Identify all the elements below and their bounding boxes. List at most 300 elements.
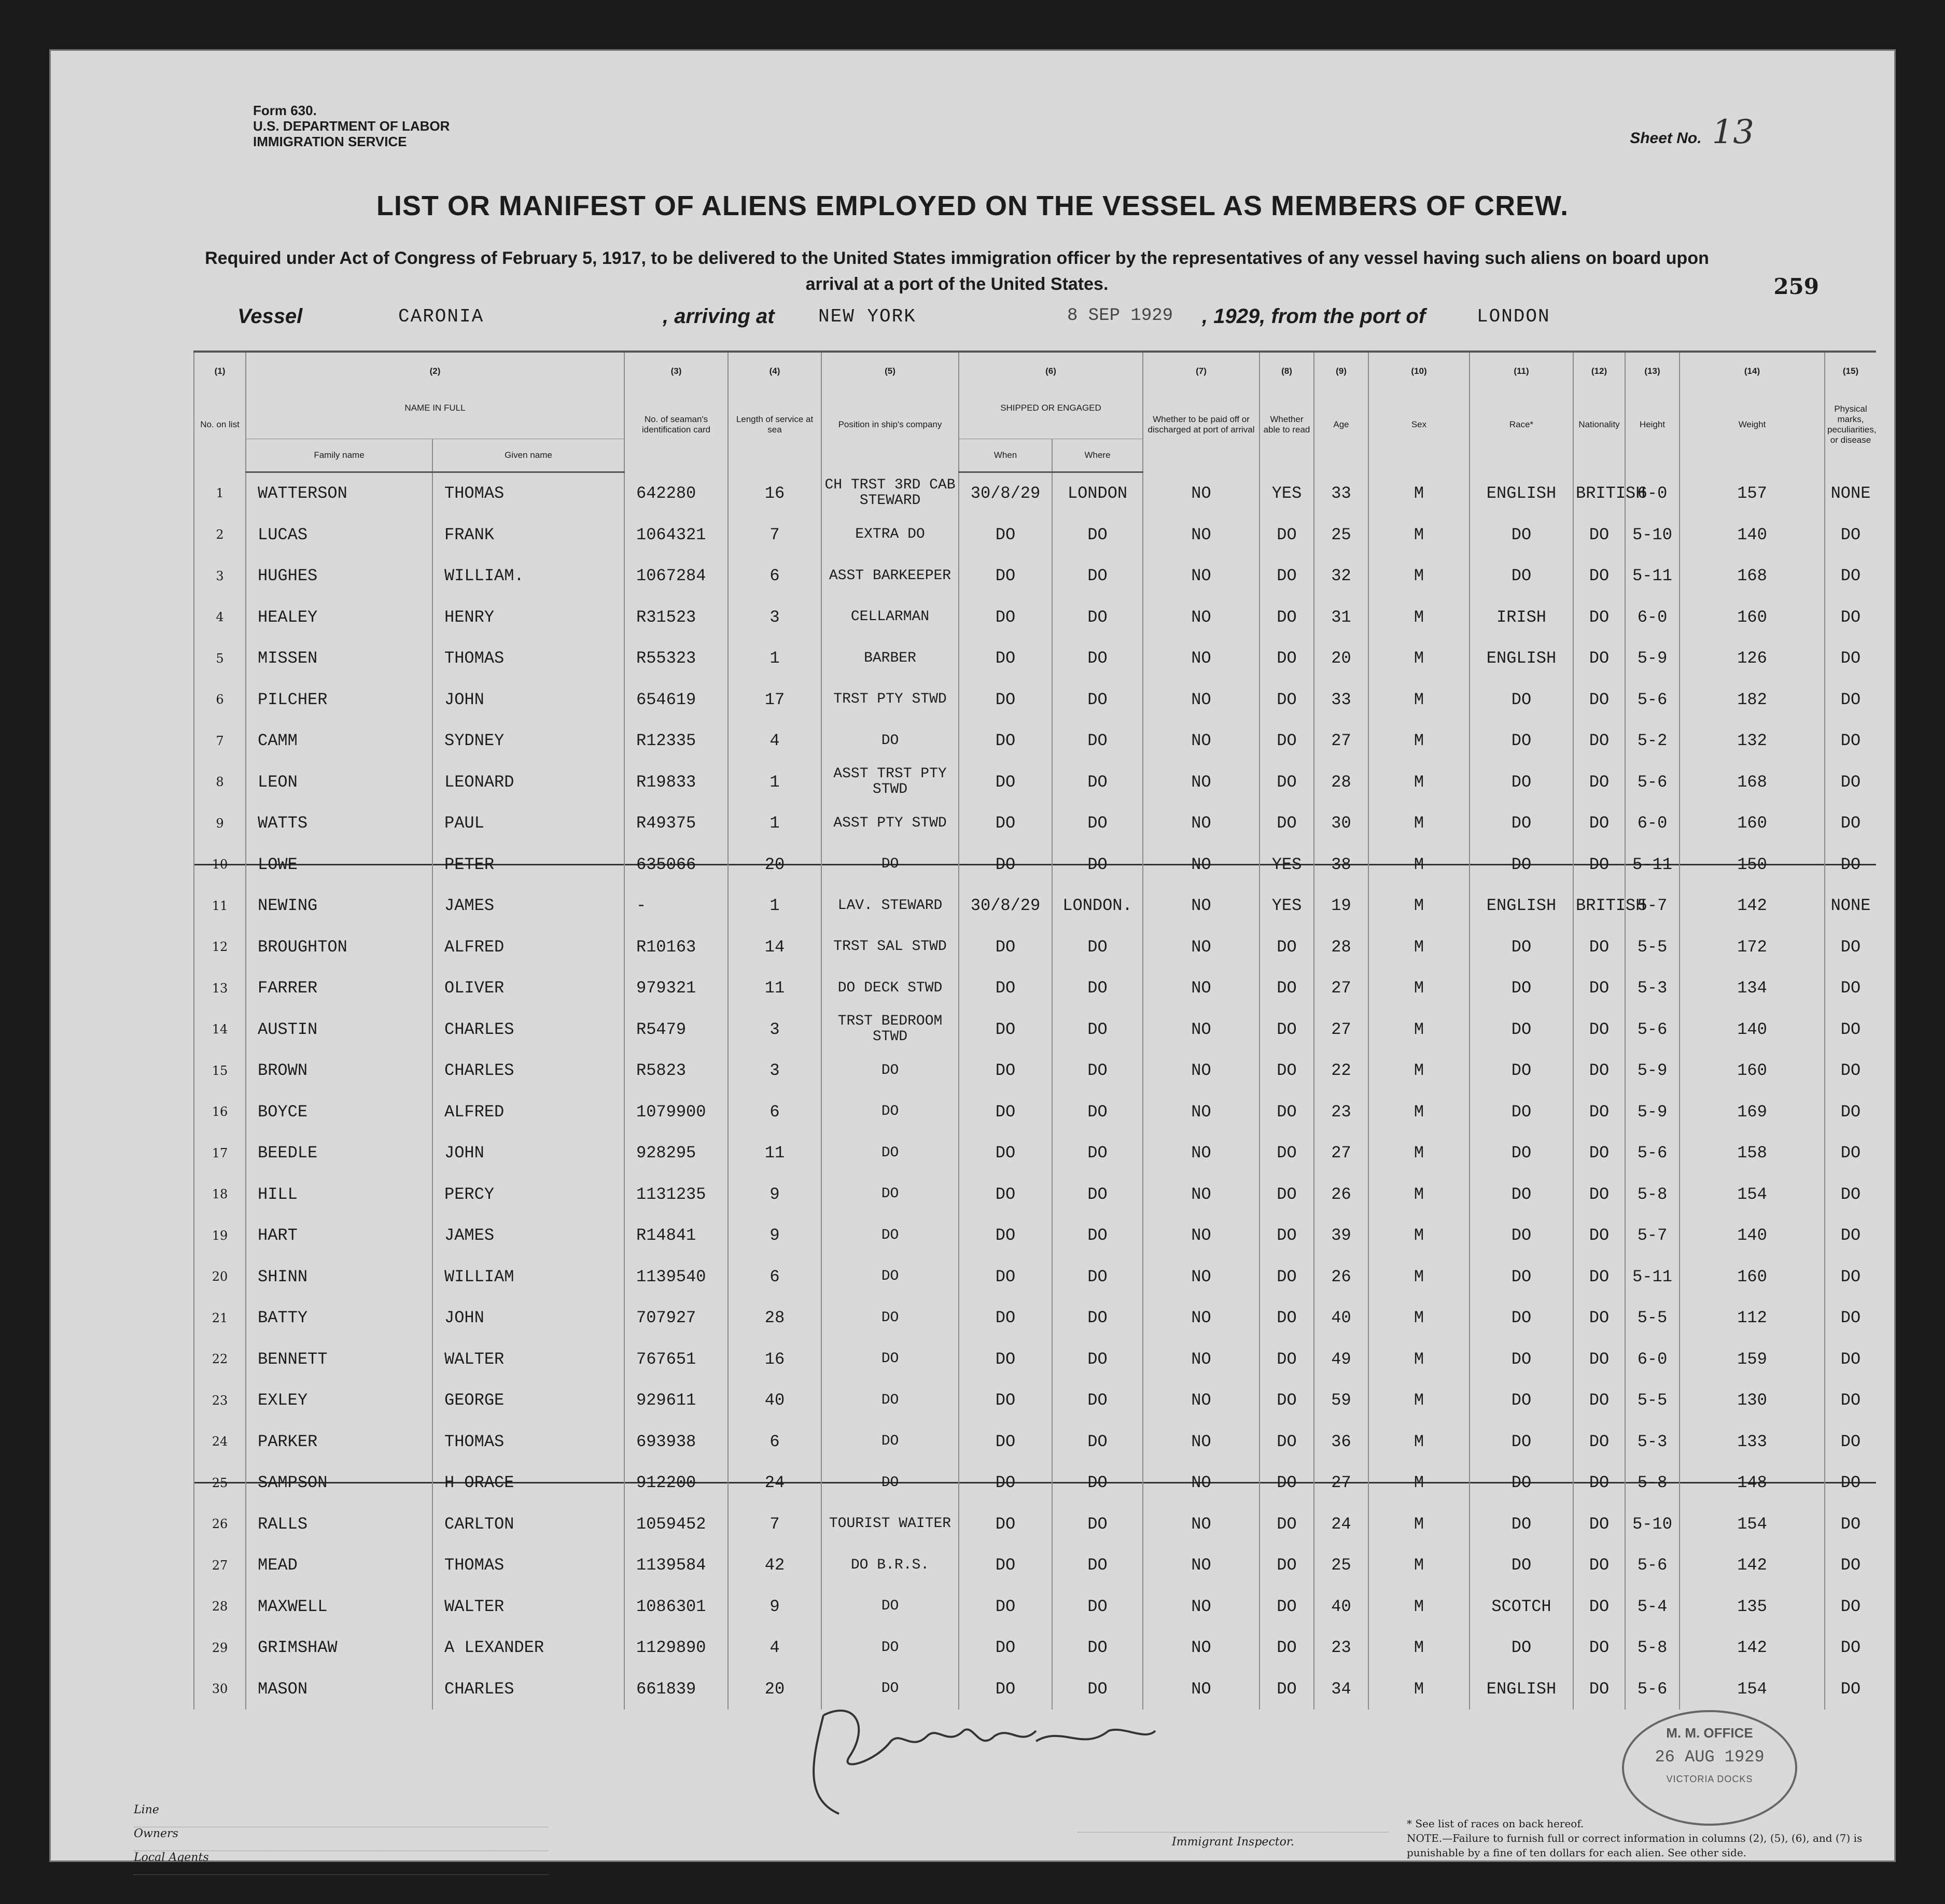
- position-cell: TOURIST WAITER: [821, 1504, 959, 1545]
- race-cell: DO: [1470, 1462, 1573, 1504]
- row-number-cell: 22: [194, 1339, 246, 1380]
- family-name-cell: HEALEY: [246, 597, 432, 638]
- id-card-cell: 767651: [624, 1339, 728, 1380]
- row-number-cell: 12: [194, 927, 246, 968]
- family-name-cell: HART: [246, 1215, 432, 1256]
- year-label: , 1929, from the port of: [1202, 305, 1426, 328]
- id-card-cell: R55323: [624, 638, 728, 679]
- given-name-cell: THOMAS: [432, 638, 624, 679]
- height-cell: 5-5: [1625, 1380, 1680, 1421]
- sex-cell: M: [1368, 1132, 1470, 1174]
- physical-marks-cell: DO: [1825, 968, 1876, 1009]
- row-number-cell: 3: [194, 555, 246, 597]
- given-name-cell: WALTER: [432, 1339, 624, 1380]
- race-cell: SCOTCH: [1470, 1586, 1573, 1628]
- shipped-where-cell: DO: [1052, 514, 1143, 556]
- family-name-cell: MISSEN: [246, 638, 432, 679]
- header-id-card: No. of seaman's identification card: [624, 377, 728, 472]
- service-years-cell: 6: [728, 1256, 821, 1298]
- table-row: [194, 927, 1876, 968]
- race-cell: DO: [1470, 1380, 1573, 1421]
- nationality-cell: DO: [1573, 1009, 1625, 1051]
- paid-off-cell: NO: [1143, 885, 1260, 927]
- table-row: [194, 1504, 1876, 1545]
- physical-marks-cell: DO: [1825, 1297, 1876, 1339]
- able-to-read-cell: DO: [1260, 597, 1314, 638]
- colnum: (7): [1143, 352, 1260, 377]
- shipped-when-cell: DO: [959, 1297, 1052, 1339]
- able-to-read-cell: DO: [1260, 1297, 1314, 1339]
- shipped-where-cell: DO: [1052, 1421, 1143, 1463]
- weight-cell: 172: [1680, 927, 1825, 968]
- age-cell: 38: [1314, 844, 1368, 886]
- nationality-cell: DO: [1573, 1091, 1625, 1133]
- given-name-cell: SYDNEY: [432, 720, 624, 762]
- footer-agents-label: Local Agents: [134, 1851, 209, 1864]
- able-to-read-cell: YES: [1260, 885, 1314, 927]
- age-cell: 23: [1314, 1627, 1368, 1669]
- position-cell: DO: [821, 1380, 959, 1421]
- nationality-cell: DO: [1573, 1627, 1625, 1669]
- service-years-cell: 3: [728, 1050, 821, 1091]
- paid-off-cell: NO: [1143, 1669, 1260, 1710]
- position-cell: DO: [821, 1132, 959, 1174]
- nationality-cell: DO: [1573, 762, 1625, 803]
- paid-off-cell: NO: [1143, 1256, 1260, 1298]
- weight-cell: 154: [1680, 1174, 1825, 1215]
- position-cell: DO: [821, 1091, 959, 1133]
- footer-note: [1407, 1816, 1879, 1860]
- race-cell: DO: [1470, 679, 1573, 721]
- service-years-cell: 1: [728, 762, 821, 803]
- shipped-when-cell: DO: [959, 1669, 1052, 1710]
- race-cell: DO: [1470, 803, 1573, 844]
- table-row: [194, 679, 1876, 721]
- header-family-name: Family name: [246, 439, 432, 472]
- shipped-when-cell: DO: [959, 1215, 1052, 1256]
- service-years-cell: 24: [728, 1462, 821, 1504]
- nationality-cell: DO: [1573, 514, 1625, 556]
- table-row: [194, 1462, 1876, 1504]
- age-cell: 36: [1314, 1421, 1368, 1463]
- header-when: When: [959, 439, 1052, 472]
- family-name-cell: WATTERSON: [246, 472, 432, 514]
- id-card-cell: 707927: [624, 1297, 728, 1339]
- sex-cell: M: [1368, 720, 1470, 762]
- shipped-when-cell: 30/8/29: [959, 472, 1052, 514]
- row-number-cell: 9: [194, 803, 246, 844]
- manifest-page: [49, 49, 1896, 1903]
- physical-marks-cell: DO: [1825, 1091, 1876, 1133]
- colnum: (10): [1368, 352, 1470, 377]
- position-cell: BARBER: [821, 638, 959, 679]
- shipped-when-cell: DO: [959, 1627, 1052, 1669]
- service-years-cell: 1: [728, 803, 821, 844]
- service-years-cell: 11: [728, 968, 821, 1009]
- position-cell: DO: [821, 1050, 959, 1091]
- physical-marks-cell: DO: [1825, 762, 1876, 803]
- id-card-cell: R5823: [624, 1050, 728, 1091]
- physical-marks-cell: DO: [1825, 1215, 1876, 1256]
- given-name-cell: FRANK: [432, 514, 624, 556]
- age-cell: 27: [1314, 968, 1368, 1009]
- paid-off-cell: NO: [1143, 720, 1260, 762]
- column-numbers-row: [194, 352, 1876, 377]
- colnum: (3): [624, 352, 728, 377]
- service-years-cell: 42: [728, 1545, 821, 1586]
- shipped-where-cell: DO: [1052, 1091, 1143, 1133]
- shipped-when-cell: DO: [959, 1174, 1052, 1215]
- position-cell: DO B.R.S.: [821, 1545, 959, 1586]
- race-cell: DO: [1470, 1297, 1573, 1339]
- height-cell: 5-10: [1625, 1504, 1680, 1545]
- column-header-row: [194, 377, 1876, 439]
- given-name-cell: WILLIAM.: [432, 555, 624, 597]
- row-number-cell: 24: [194, 1421, 246, 1463]
- race-cell: DO: [1470, 1174, 1573, 1215]
- age-cell: 32: [1314, 555, 1368, 597]
- nationality-cell: BRITISH: [1573, 885, 1625, 927]
- age-cell: 27: [1314, 1132, 1368, 1174]
- physical-marks-cell: DO: [1825, 844, 1876, 886]
- able-to-read-cell: DO: [1260, 1380, 1314, 1421]
- given-name-cell: PERCY: [432, 1174, 624, 1215]
- row-number-cell: 18: [194, 1174, 246, 1215]
- sex-cell: M: [1368, 1297, 1470, 1339]
- race-cell: DO: [1470, 720, 1573, 762]
- id-card-cell: 693938: [624, 1421, 728, 1463]
- id-card-cell: 929611: [624, 1380, 728, 1421]
- position-cell: CELLARMAN: [821, 597, 959, 638]
- header-position: Position in ship's company: [821, 377, 959, 472]
- id-card-cell: 912200: [624, 1462, 728, 1504]
- footer-line-label: Line: [134, 1803, 159, 1816]
- position-cell: DO: [821, 1215, 959, 1256]
- service-years-cell: 20: [728, 844, 821, 886]
- family-name-cell: HILL: [246, 1174, 432, 1215]
- physical-marks-cell: DO: [1825, 638, 1876, 679]
- nationality-cell: DO: [1573, 844, 1625, 886]
- paid-off-cell: NO: [1143, 1545, 1260, 1586]
- paid-off-cell: NO: [1143, 555, 1260, 597]
- service-years-cell: 9: [728, 1174, 821, 1215]
- able-to-read-cell: DO: [1260, 1462, 1314, 1504]
- id-card-cell: R49375: [624, 803, 728, 844]
- header-shipped: SHIPPED OR ENGAGED: [959, 377, 1143, 439]
- given-name-cell: OLIVER: [432, 968, 624, 1009]
- given-name-cell: ALFRED: [432, 1091, 624, 1133]
- paid-off-cell: NO: [1143, 844, 1260, 886]
- sex-cell: M: [1368, 1627, 1470, 1669]
- physical-marks-cell: NONE: [1825, 472, 1876, 514]
- able-to-read-cell: DO: [1260, 1545, 1314, 1586]
- height-cell: 5-8: [1625, 1462, 1680, 1504]
- arriving-label: , arriving at: [663, 305, 775, 328]
- race-cell: DO: [1470, 555, 1573, 597]
- able-to-read-cell: DO: [1260, 1339, 1314, 1380]
- shipped-where-cell: DO: [1052, 1174, 1143, 1215]
- physical-marks-cell: DO: [1825, 1380, 1876, 1421]
- colnum: (1): [194, 352, 246, 377]
- shipped-when-cell: DO: [959, 720, 1052, 762]
- shipped-where-cell: DO: [1052, 1256, 1143, 1298]
- age-cell: 27: [1314, 720, 1368, 762]
- table-row: [194, 638, 1876, 679]
- race-cell: DO: [1470, 514, 1573, 556]
- nationality-cell: DO: [1573, 638, 1625, 679]
- shipped-when-cell: DO: [959, 803, 1052, 844]
- paid-off-cell: NO: [1143, 1421, 1260, 1463]
- id-card-cell: 1079900: [624, 1091, 728, 1133]
- weight-cell: 160: [1680, 1050, 1825, 1091]
- given-name-cell: HENRY: [432, 597, 624, 638]
- arriving-port: NEW YORK: [818, 306, 916, 327]
- shipped-where-cell: DO: [1052, 638, 1143, 679]
- height-cell: 5-6: [1625, 1545, 1680, 1586]
- race-cell: DO: [1470, 1050, 1573, 1091]
- paid-off-cell: NO: [1143, 514, 1260, 556]
- able-to-read-cell: DO: [1260, 720, 1314, 762]
- height-cell: 5-6: [1625, 762, 1680, 803]
- age-cell: 22: [1314, 1050, 1368, 1091]
- page-number: 259: [1773, 274, 1819, 299]
- height-cell: 5-11: [1625, 844, 1680, 886]
- colnum: (8): [1260, 352, 1314, 377]
- position-cell: ASST TRST PTY STWD: [821, 762, 959, 803]
- physical-marks-cell: DO: [1825, 1339, 1876, 1380]
- sex-cell: M: [1368, 803, 1470, 844]
- age-cell: 39: [1314, 1215, 1368, 1256]
- header-age: Age: [1314, 377, 1368, 472]
- race-note: * See list of races on back hereof.: [1407, 1817, 1584, 1830]
- colnum: (13): [1625, 352, 1680, 377]
- table-row: [194, 1586, 1876, 1628]
- row-number-cell: 16: [194, 1091, 246, 1133]
- service-years-cell: 16: [728, 1339, 821, 1380]
- sex-cell: M: [1368, 1462, 1470, 1504]
- family-name-cell: BOYCE: [246, 1091, 432, 1133]
- height-cell: 6-0: [1625, 803, 1680, 844]
- inspector-label: Immigrant Inspector.: [1078, 1832, 1389, 1849]
- service-years-cell: 14: [728, 927, 821, 968]
- paid-off-cell: NO: [1143, 1132, 1260, 1174]
- position-cell: LAV. STEWARD: [821, 885, 959, 927]
- family-name-cell: BENNETT: [246, 1339, 432, 1380]
- service-years-cell: 7: [728, 1504, 821, 1545]
- table-row: [194, 472, 1876, 514]
- able-to-read-cell: DO: [1260, 1215, 1314, 1256]
- nationality-cell: DO: [1573, 1050, 1625, 1091]
- height-cell: 5-10: [1625, 514, 1680, 556]
- service-years-cell: 20: [728, 1669, 821, 1710]
- family-name-cell: CAMM: [246, 720, 432, 762]
- sheet-label: Sheet No.: [1630, 130, 1702, 147]
- race-cell: DO: [1470, 968, 1573, 1009]
- shipped-where-cell: DO: [1052, 968, 1143, 1009]
- nationality-cell: DO: [1573, 1421, 1625, 1463]
- given-name-cell: THOMAS: [432, 1421, 624, 1463]
- shipped-where-cell: DO: [1052, 1009, 1143, 1051]
- nationality-cell: DO: [1573, 597, 1625, 638]
- service-years-cell: 6: [728, 555, 821, 597]
- service-years-cell: 40: [728, 1380, 821, 1421]
- race-cell: ENGLISH: [1470, 638, 1573, 679]
- physical-marks-cell: DO: [1825, 555, 1876, 597]
- table-row: [194, 1215, 1876, 1256]
- position-cell: DO: [821, 1174, 959, 1215]
- given-name-cell: PETER: [432, 844, 624, 886]
- header-name-in-full: NAME IN FULL: [246, 377, 624, 439]
- race-cell: IRISH: [1470, 597, 1573, 638]
- sheet-number: [1630, 113, 1754, 151]
- shipped-where-cell: DO: [1052, 1339, 1143, 1380]
- footer-owners-label: Owners: [134, 1827, 178, 1840]
- nationality-cell: DO: [1573, 1256, 1625, 1298]
- row-number-cell: 8: [194, 762, 246, 803]
- shipped-where-cell: DO: [1052, 679, 1143, 721]
- height-cell: 5-6: [1625, 1009, 1680, 1051]
- weight-cell: 140: [1680, 1215, 1825, 1256]
- age-cell: 30: [1314, 803, 1368, 844]
- height-cell: 5-8: [1625, 1627, 1680, 1669]
- shipped-when-cell: DO: [959, 597, 1052, 638]
- age-cell: 34: [1314, 1669, 1368, 1710]
- physical-marks-cell: NONE: [1825, 885, 1876, 927]
- shipped-where-cell: DO: [1052, 720, 1143, 762]
- able-to-read-cell: DO: [1260, 1586, 1314, 1628]
- sex-cell: M: [1368, 1421, 1470, 1463]
- paid-off-cell: NO: [1143, 1627, 1260, 1669]
- penalty-note: NOTE.—Failure to furnish full or correct information in columns (2), (5), (6), and (7) is punishable by a fine of ten dollars for each alien. See other side.: [1407, 1832, 1863, 1859]
- table-row: [194, 1421, 1876, 1463]
- age-cell: 33: [1314, 472, 1368, 514]
- height-cell: 5-6: [1625, 679, 1680, 721]
- header-no-on-list: No. on list: [194, 377, 246, 472]
- id-card-cell: 642280: [624, 472, 728, 514]
- weight-cell: 112: [1680, 1297, 1825, 1339]
- able-to-read-cell: DO: [1260, 1421, 1314, 1463]
- sex-cell: M: [1368, 1380, 1470, 1421]
- service-years-cell: 17: [728, 679, 821, 721]
- table-row: [194, 597, 1876, 638]
- weight-cell: 154: [1680, 1504, 1825, 1545]
- height-cell: 5-3: [1625, 1421, 1680, 1463]
- service-years-cell: 1: [728, 638, 821, 679]
- inspector-signature: [792, 1695, 1166, 1829]
- shipped-when-cell: DO: [959, 1339, 1052, 1380]
- table-row: [194, 1339, 1876, 1380]
- colnum: (11): [1470, 352, 1573, 377]
- race-cell: DO: [1470, 1627, 1573, 1669]
- weight-cell: 135: [1680, 1586, 1825, 1628]
- position-cell: TRST SAL STWD: [821, 927, 959, 968]
- given-name-cell: WALTER: [432, 1586, 624, 1628]
- position-cell: EXTRA DO: [821, 514, 959, 556]
- race-cell: ENGLISH: [1470, 1669, 1573, 1710]
- height-cell: 6-0: [1625, 1339, 1680, 1380]
- weight-cell: 142: [1680, 885, 1825, 927]
- height-cell: 5-6: [1625, 1669, 1680, 1710]
- race-cell: ENGLISH: [1470, 472, 1573, 514]
- given-name-cell: CARLTON: [432, 1504, 624, 1545]
- weight-cell: 130: [1680, 1380, 1825, 1421]
- sex-cell: M: [1368, 1091, 1470, 1133]
- shipped-where-cell: DO: [1052, 803, 1143, 844]
- age-cell: 28: [1314, 762, 1368, 803]
- given-name-cell: JAMES: [432, 885, 624, 927]
- sex-cell: M: [1368, 1174, 1470, 1215]
- nationality-cell: DO: [1573, 803, 1625, 844]
- family-name-cell: GRIMSHAW: [246, 1627, 432, 1669]
- sex-cell: M: [1368, 844, 1470, 886]
- height-cell: 5-2: [1625, 720, 1680, 762]
- position-cell: ASST PTY STWD: [821, 803, 959, 844]
- paid-off-cell: NO: [1143, 927, 1260, 968]
- weight-cell: 154: [1680, 1669, 1825, 1710]
- age-cell: 40: [1314, 1297, 1368, 1339]
- shipped-where-cell: DO: [1052, 597, 1143, 638]
- weight-cell: 150: [1680, 844, 1825, 886]
- header-given-name: Given name: [432, 439, 624, 472]
- id-card-cell: 1131235: [624, 1174, 728, 1215]
- id-card-cell: R5479: [624, 1009, 728, 1051]
- shipped-when-cell: DO: [959, 968, 1052, 1009]
- shipped-when-cell: DO: [959, 1132, 1052, 1174]
- race-cell: DO: [1470, 1339, 1573, 1380]
- table-row: [194, 844, 1876, 886]
- row-number-cell: 23: [194, 1380, 246, 1421]
- family-name-cell: MAXWELL: [246, 1586, 432, 1628]
- family-name-cell: BROWN: [246, 1050, 432, 1091]
- position-cell: DO: [821, 844, 959, 886]
- physical-marks-cell: DO: [1825, 1586, 1876, 1628]
- id-card-cell: 979321: [624, 968, 728, 1009]
- weight-cell: 148: [1680, 1462, 1825, 1504]
- physical-marks-cell: DO: [1825, 1545, 1876, 1586]
- race-cell: DO: [1470, 1009, 1573, 1051]
- shipped-when-cell: DO: [959, 679, 1052, 721]
- able-to-read-cell: DO: [1260, 762, 1314, 803]
- colnum: (15): [1825, 352, 1876, 377]
- family-name-cell: HUGHES: [246, 555, 432, 597]
- sex-cell: M: [1368, 638, 1470, 679]
- id-card-cell: 661839: [624, 1669, 728, 1710]
- header-length-service: Length of service at sea: [728, 377, 821, 472]
- nationality-cell: DO: [1573, 720, 1625, 762]
- shipped-when-cell: DO: [959, 1462, 1052, 1504]
- position-cell: TRST BEDROOM STWD: [821, 1009, 959, 1051]
- able-to-read-cell: DO: [1260, 679, 1314, 721]
- family-name-cell: MEAD: [246, 1545, 432, 1586]
- sex-cell: M: [1368, 885, 1470, 927]
- table-row: [194, 1091, 1876, 1133]
- shipped-where-cell: LONDON: [1052, 472, 1143, 514]
- crew-table: [193, 351, 1876, 1710]
- family-name-cell: PILCHER: [246, 679, 432, 721]
- nationality-cell: DO: [1573, 927, 1625, 968]
- shipped-when-cell: DO: [959, 1380, 1052, 1421]
- table-row: [194, 720, 1876, 762]
- height-cell: 5-5: [1625, 1297, 1680, 1339]
- height-cell: 6-0: [1625, 472, 1680, 514]
- weight-cell: 142: [1680, 1545, 1825, 1586]
- service-years-cell: 28: [728, 1297, 821, 1339]
- row-number-cell: 30: [194, 1669, 246, 1710]
- nationality-cell: DO: [1573, 1215, 1625, 1256]
- vessel-name: CARONIA: [398, 306, 484, 327]
- paid-off-cell: NO: [1143, 597, 1260, 638]
- sex-cell: M: [1368, 1669, 1470, 1710]
